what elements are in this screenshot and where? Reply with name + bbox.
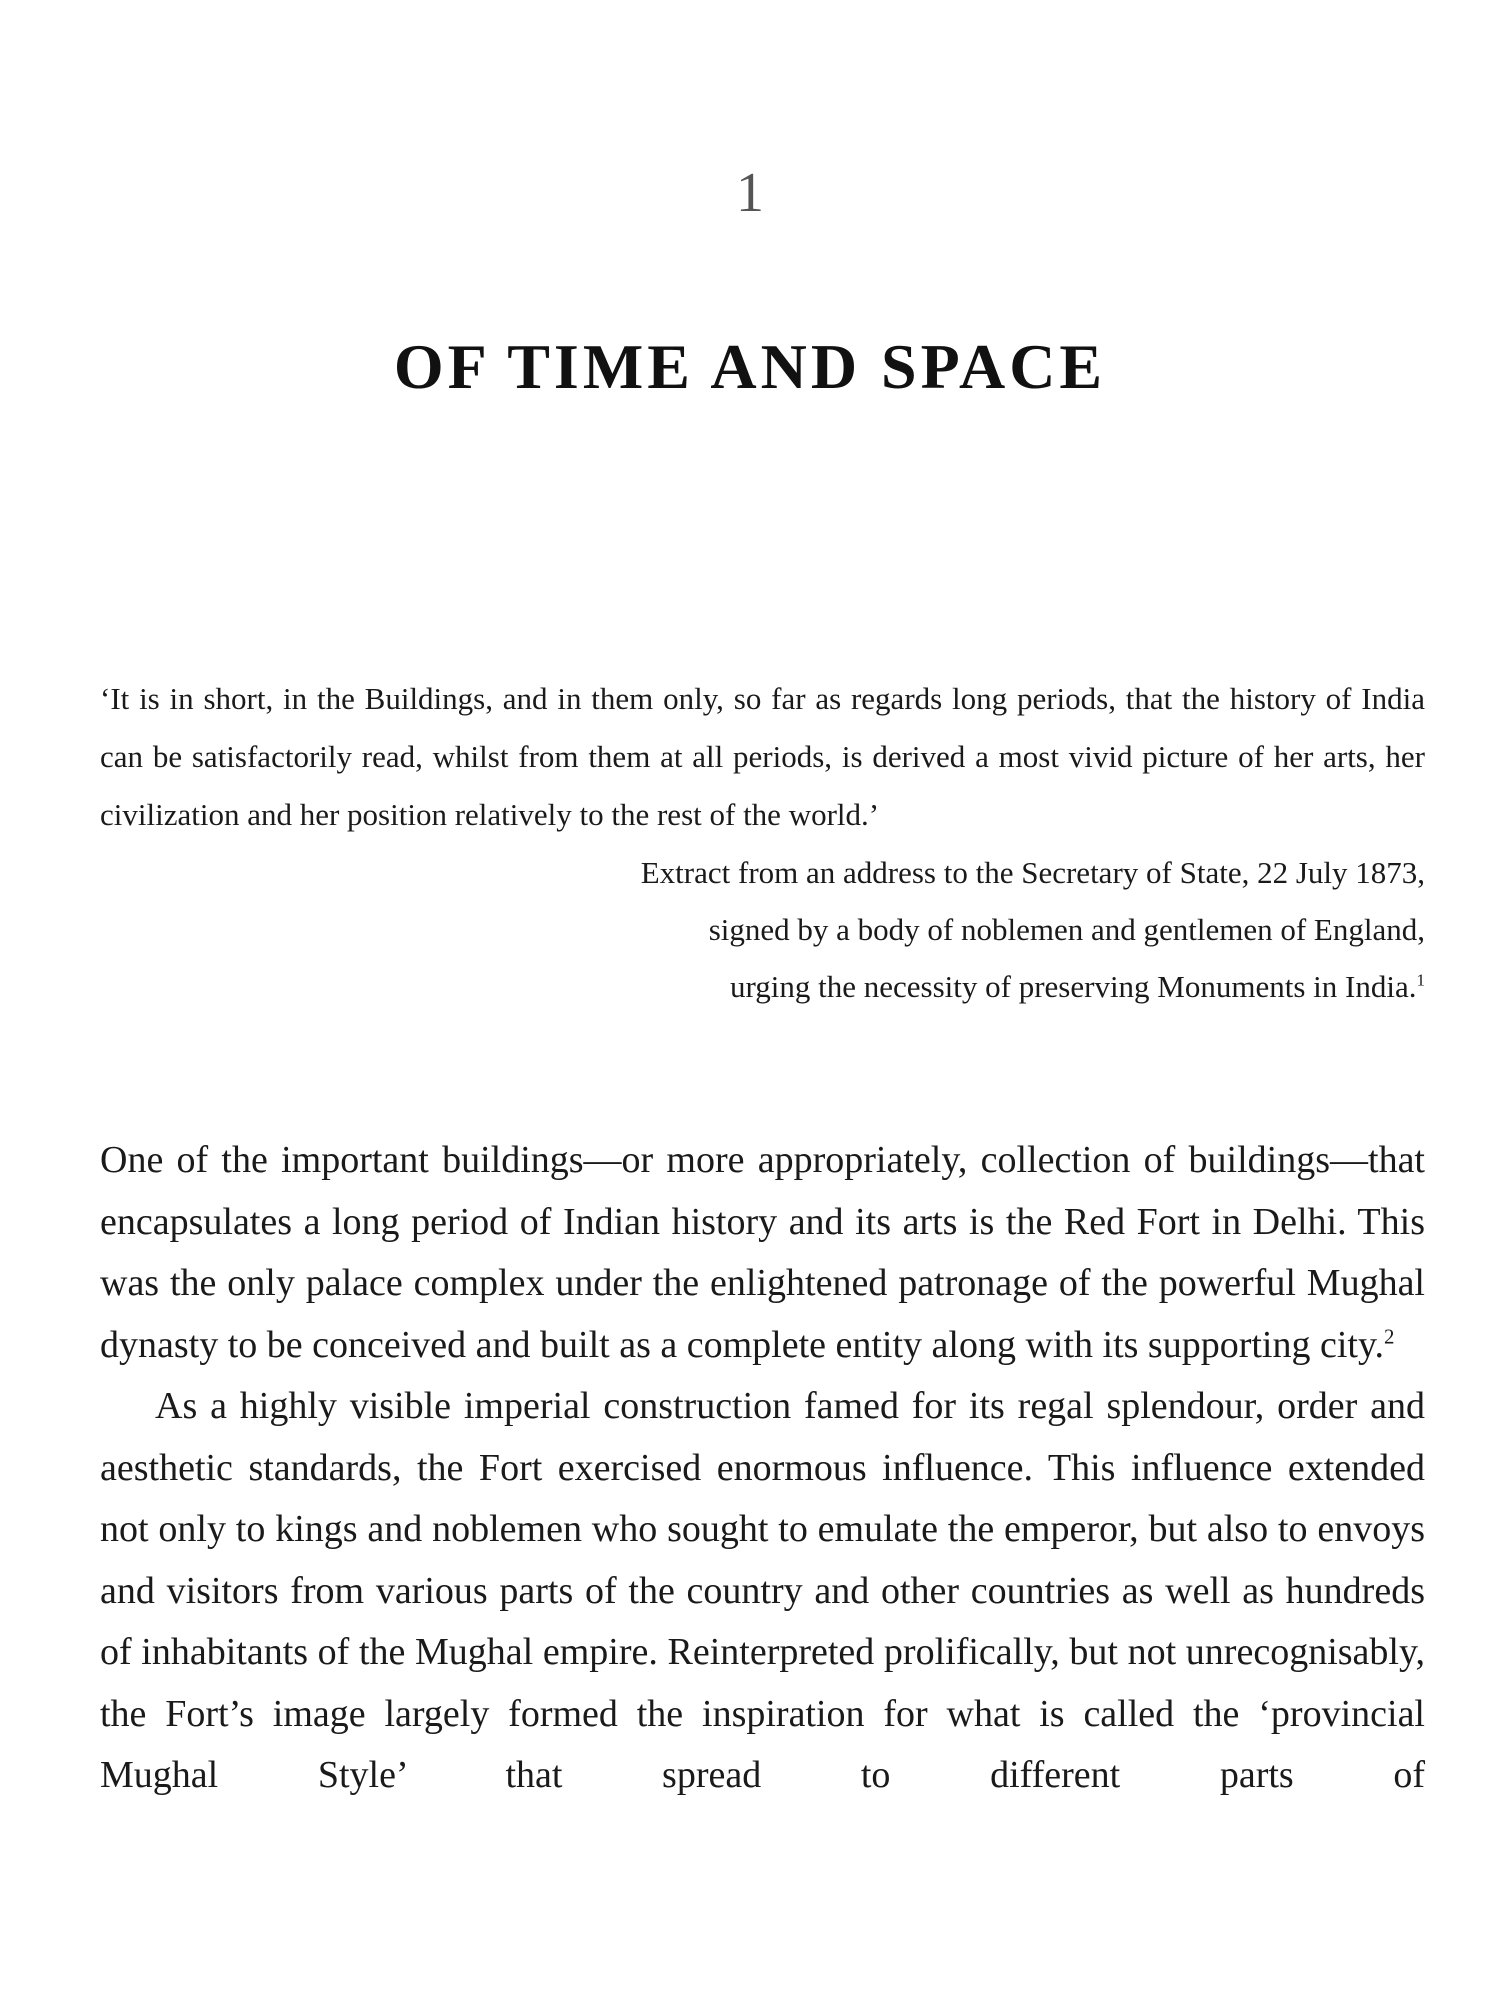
chapter-title: OF TIME AND SPACE	[393, 331, 1107, 402]
epigraph	[100, 670, 1425, 1015]
epigraph-source-line: Extract from an address to the Secretary of State, 22 July 1873,	[640, 855, 1425, 890]
body-paragraph-text: One of the important buildings—or more appropriately, collection of buildings—that encapsulates a long period of Indian history and its arts is the Red Fort in Delhi. This was the only palace complex under the enlightened patronage of the powerful Mughal dynasty to be conceived and built as a complete entity along with its supporting city.	[100, 1139, 1425, 1366]
body-paragraph: As a highly visible imperial construction famed for its regal splendour, order and aesthetic standards, the Fort exercised enormous influence. This influence extended not only to kings and noblemen who sought to emulate the emperor, but also to envoys and visitors from various parts of the country and other countries as well as hundreds of inhabitants of the Mughal empire. Reinterpreted prolifically, but not unrecognisably, the Fort’s image largely formed the inspiration for what is called the ‘provincial Mughal Style’ that spread to different parts of	[100, 1385, 1425, 1796]
footnote-ref[interactable]: 2	[1383, 1323, 1395, 1348]
epigraph-quote: ‘It is in short, in the Buildings, and in them only, so far as regards long periods, that the history of India can be satisfactorily read, whilst from them at all periods, is derived a most vivid picture of her arts, her civilization and her position relatively to the rest of the world.’	[100, 681, 1425, 832]
chapter-number: 1	[736, 162, 764, 224]
epigraph-source	[100, 844, 1425, 1015]
epigraph-source-line	[100, 958, 1425, 1015]
epigraph-source-text: urging the necessity of preserving Monuments in India.	[730, 969, 1417, 1004]
epigraph-source-line: signed by a body of noblemen and gentlemen of England,	[708, 912, 1425, 947]
body-paragraph	[100, 1130, 1425, 1376]
body-text	[100, 1130, 1425, 1807]
footnote-ref[interactable]: 1	[1416, 970, 1425, 990]
